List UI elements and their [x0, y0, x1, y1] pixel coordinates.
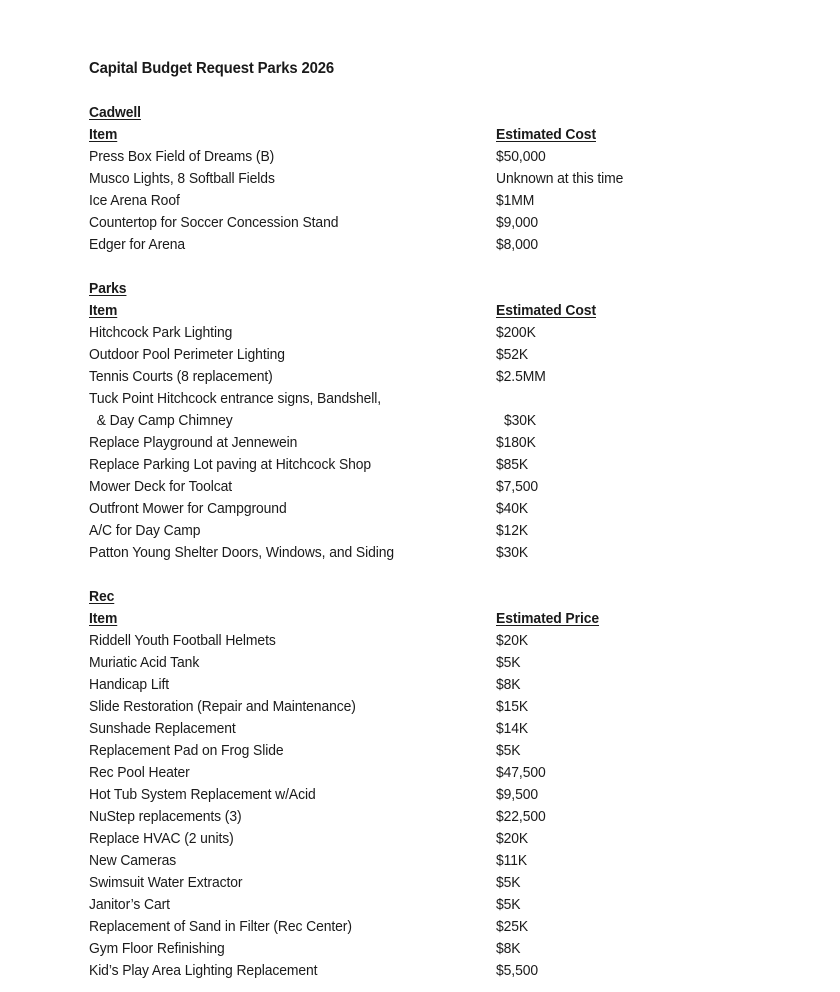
- row-item-name: Replace Parking Lot paving at Hitchcock Shop: [89, 457, 372, 473]
- table-row: [89, 872, 840, 894]
- column-header-row: [89, 300, 840, 322]
- table-row: [89, 542, 840, 564]
- row-estimated-cost: $5K: [496, 655, 521, 671]
- row-estimated-cost: $85K: [496, 457, 529, 473]
- row-estimated-cost: $30K: [496, 545, 529, 561]
- row-item-name: Kid’s Play Area Lighting Replacement: [89, 963, 318, 979]
- row-item-name: Replacement of Sand in Filter (Rec Center): [89, 919, 352, 935]
- row-item-name: Press Box Field of Dreams (B): [89, 149, 275, 165]
- row-item-name: A/C for Day Camp: [89, 523, 201, 539]
- table-row: [89, 410, 840, 432]
- section-rows: [89, 300, 840, 564]
- page-title: Capital Budget Request Parks 2026: [89, 60, 334, 77]
- row-item-name: Outdoor Pool Perimeter Lighting: [89, 347, 285, 363]
- table-row: [89, 894, 840, 916]
- table-row: [89, 454, 840, 476]
- row-estimated-cost: $11K: [496, 853, 528, 869]
- row-estimated-cost: $8K: [496, 677, 521, 693]
- table-row: [89, 806, 840, 828]
- budget-section: [89, 586, 840, 982]
- row-item-name: & Day Camp Chimney: [96, 413, 233, 429]
- table-row: [89, 498, 840, 520]
- column-header-cost: [496, 300, 596, 322]
- table-row: [89, 652, 840, 674]
- row-item-name: Gym Floor Refinishing: [89, 941, 225, 957]
- row-item-name: Replace HVAC (2 units): [89, 831, 234, 847]
- table-row: [89, 190, 840, 212]
- budget-section: [89, 278, 840, 564]
- row-item-name: Replacement Pad on Frog Slide: [89, 743, 284, 759]
- row-item-name: Replace Playground at Jennewein: [89, 435, 298, 451]
- row-estimated-cost: $52K: [496, 347, 529, 363]
- row-item-name: Janitor’s Cart: [89, 897, 170, 913]
- column-header-row: [89, 608, 840, 630]
- row-item-name: Swimsuit Water Extractor: [89, 875, 243, 891]
- budget-sections: [89, 102, 840, 982]
- row-item-name: Sunshade Replacement: [89, 721, 236, 737]
- row-item-name: Riddell Youth Football Helmets: [89, 633, 276, 649]
- column-header-row: [89, 124, 840, 146]
- column-header-cost: [496, 608, 599, 630]
- column-header-item: [89, 300, 480, 322]
- row-item-name: Rec Pool Heater: [89, 765, 190, 781]
- row-estimated-cost: $5,500: [496, 963, 538, 979]
- table-row: [89, 146, 840, 168]
- row-estimated-cost: $47,500: [496, 765, 546, 781]
- section-rows: [89, 608, 840, 982]
- table-row: [89, 696, 840, 718]
- row-estimated-cost: $20K: [496, 831, 529, 847]
- row-item-name: Musco Lights, 8 Softball Fields: [89, 171, 275, 187]
- row-estimated-cost: $30K: [504, 413, 537, 429]
- table-row: [89, 784, 840, 806]
- table-row: [89, 828, 840, 850]
- row-item-name: Outfront Mower for Campground: [89, 501, 287, 517]
- row-item-name: Slide Restoration (Repair and Maintenance): [89, 699, 356, 715]
- row-item-name: Handicap Lift: [89, 677, 170, 693]
- table-row: [89, 234, 840, 256]
- section-rows: [89, 124, 840, 256]
- column-header-item-label: Item: [89, 303, 118, 319]
- table-row: [89, 630, 840, 652]
- row-estimated-cost: $5K: [496, 897, 521, 913]
- table-row: [89, 674, 840, 696]
- row-estimated-cost: $8,000: [496, 237, 538, 253]
- row-item-name: Ice Arena Roof: [89, 193, 180, 209]
- table-row: [89, 520, 840, 542]
- row-item-name: Mower Deck for Toolcat: [89, 479, 233, 495]
- table-row: [89, 212, 840, 234]
- row-estimated-cost: $2.5MM: [496, 369, 546, 385]
- row-item-name: Muriatic Acid Tank: [89, 655, 200, 671]
- row-item-name: NuStep replacements (3): [89, 809, 242, 825]
- section-heading: Rec: [89, 589, 115, 605]
- table-row: [89, 476, 840, 498]
- row-item-name: Hitchcock Park Lighting: [89, 325, 233, 341]
- table-row: [89, 366, 840, 388]
- row-estimated-cost: $9,500: [496, 787, 538, 803]
- row-item-name: New Cameras: [89, 853, 177, 869]
- row-estimated-cost: Unknown at this time: [496, 171, 624, 187]
- table-row: [89, 432, 840, 454]
- row-estimated-cost: $5K: [496, 743, 521, 759]
- row-item-name: Hot Tub System Replacement w/Acid: [89, 787, 316, 803]
- column-header-item-label: Item: [89, 127, 118, 143]
- table-row: [89, 344, 840, 366]
- row-estimated-cost: $5K: [496, 875, 521, 891]
- table-row: [89, 388, 840, 410]
- section-heading: Cadwell: [89, 105, 141, 121]
- column-header-cost: [496, 124, 596, 146]
- section-heading: Parks: [89, 281, 127, 297]
- table-row: [89, 916, 840, 938]
- budget-section: [89, 102, 840, 256]
- column-header-cost-label: Estimated Price: [496, 611, 600, 627]
- row-item-name: Patton Young Shelter Doors, Windows, and Siding: [89, 545, 395, 561]
- table-row: [89, 718, 840, 740]
- table-row: [89, 960, 840, 982]
- column-header-cost-label: Estimated Cost: [496, 127, 596, 143]
- row-estimated-cost: $9,000: [496, 215, 538, 231]
- row-estimated-cost: $25K: [496, 919, 529, 935]
- row-estimated-cost: $7,500: [496, 479, 538, 495]
- row-estimated-cost: $15K: [496, 699, 529, 715]
- column-header-cost-label: Estimated Cost: [496, 303, 596, 319]
- row-estimated-cost: $180K: [496, 435, 536, 451]
- row-estimated-cost: $8K: [496, 941, 521, 957]
- row-item-name: Tennis Courts (8 replacement): [89, 369, 273, 385]
- row-estimated-cost: $22,500: [496, 809, 546, 825]
- row-item-name: Tuck Point Hitchcock entrance signs, Bandshell,: [89, 391, 382, 407]
- table-row: [89, 168, 840, 190]
- row-estimated-cost: $200K: [496, 325, 536, 341]
- row-item-name: Edger for Arena: [89, 237, 186, 253]
- table-row: [89, 850, 840, 872]
- row-estimated-cost: $12K: [496, 523, 529, 539]
- column-header-item: [89, 608, 480, 630]
- row-estimated-cost: $40K: [496, 501, 529, 517]
- table-row: [89, 938, 840, 960]
- row-estimated-cost: $1MM: [496, 193, 535, 209]
- column-header-item: [89, 124, 480, 146]
- table-row: [89, 762, 840, 784]
- row-item-name: Countertop for Soccer Concession Stand: [89, 215, 339, 231]
- table-row: [89, 740, 840, 762]
- row-estimated-cost: $14K: [496, 721, 529, 737]
- table-row: [89, 322, 840, 344]
- row-estimated-cost: $50,000: [496, 149, 546, 165]
- row-estimated-cost: $20K: [496, 633, 529, 649]
- column-header-item-label: Item: [89, 611, 118, 627]
